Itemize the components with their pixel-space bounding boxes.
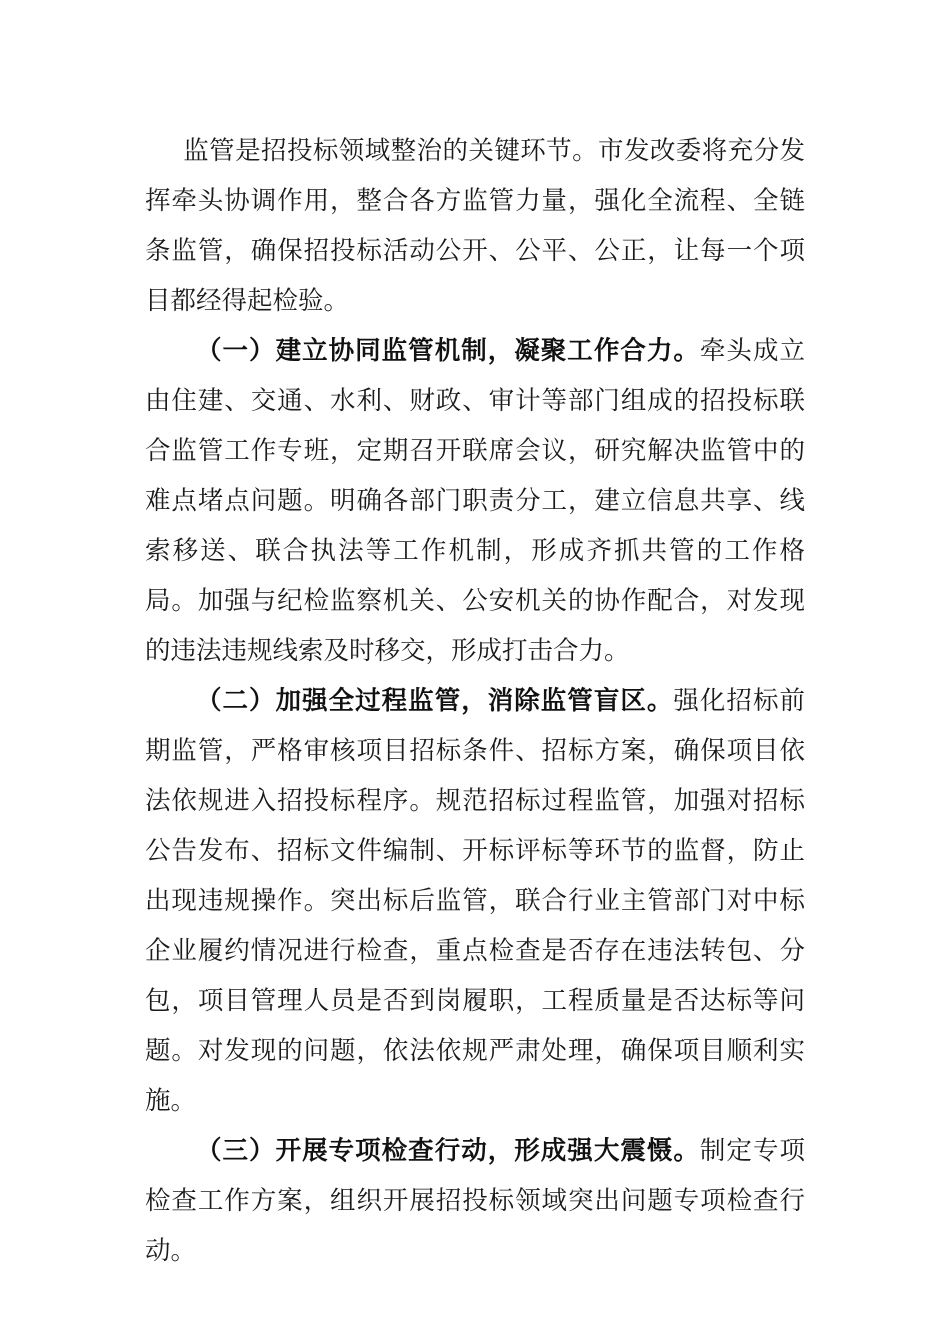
paragraph-text: 牵头成立由住建、交通、水利、财政、审计等部门组成的招投标联合监管工作专班，定期召开联席会议，研究解决监管中的难点堵点问题。明确各部门职责分工，建立信息共享、线索移送、联合执法等工作机制，形成齐抓共管的工作格局。加强与纪检监察机关、公安机关的协作配合，对发现的违法违规线索及时移交，形成打击合力。 <box>145 336 805 666</box>
paragraph-section-2 <box>145 676 805 1126</box>
document-body <box>145 126 805 1276</box>
paragraph-text: 制定专项检查工作方案，组织开展招投标领域突出问题专项检查行动。 <box>145 1136 805 1266</box>
paragraph-heading: （三）开展专项检查行动，形成强大震慑。 <box>196 1136 700 1166</box>
paragraph-intro <box>145 126 805 326</box>
paragraph-section-1 <box>145 326 805 676</box>
paragraph-text: 监管是招投标领域整治的关键环节。市发改委将充分发挥牵头协调作用，整合各方监管力量，强化全流程、全链条监管，确保招投标活动公开、公平、公正，让每一个项目都经得起检验。 <box>145 136 805 316</box>
paragraph-section-3 <box>145 1126 805 1276</box>
paragraph-text: 强化招标前期监管，严格审核项目招标条件、招标方案，确保项目依法依规进入招投标程序。规范招标过程监管，加强对招标公告发布、招标文件编制、开标评标等环节的监督，防止出现违规操作。突出标后监管，联合行业主管部门对中标企业履约情况进行检查，重点检查是否存在违法转包、分包，项目管理人员是否到岗履职，工程质量是否达标等问题。对发现的问题，依法依规严肃处理，确保项目顺利实施。 <box>145 686 805 1116</box>
paragraph-heading: （二）加强全过程监管，消除监管盲区。 <box>196 686 674 716</box>
paragraph-heading: （一）建立协同监管机制，凝聚工作合力。 <box>196 336 700 366</box>
